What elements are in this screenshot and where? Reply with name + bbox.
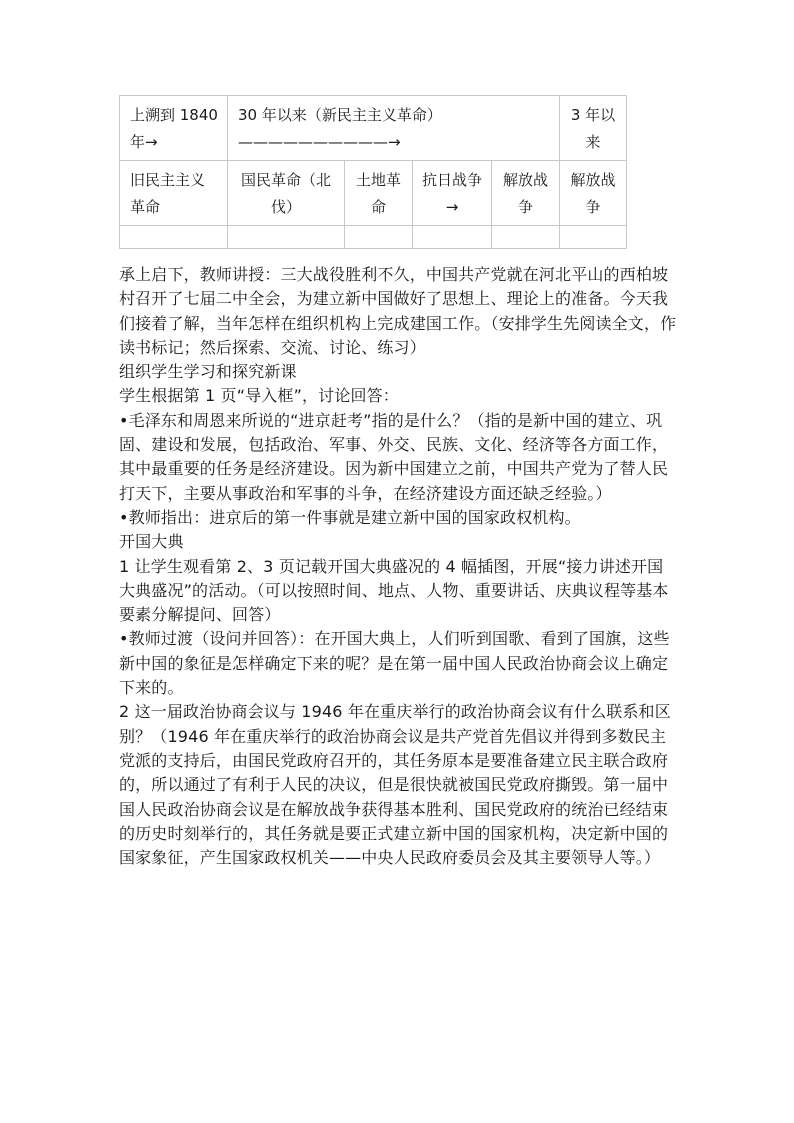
table-cell xyxy=(228,226,345,249)
table-row xyxy=(120,96,627,161)
table-cell: 解放战争 xyxy=(492,161,560,226)
table-cell xyxy=(120,226,228,249)
section-heading: 组织学生学习和探究新课 xyxy=(119,362,297,382)
intro-paragraph: 承上启下，教师讲授：三大战役胜利不久，中国共产党就在河北平山的西柏坡村召开了七届二中全会，为建立新中国做好了思想上、理论上的准备。今天我们接着了解，当年怎样在组织机构上完成建国工作。（安排学生先阅读全文，作读书标记；然后探索、交流、讨论、练习） xyxy=(119,265,677,357)
revolution-timeline-table xyxy=(119,95,627,249)
table-cell xyxy=(560,226,627,249)
numbered-paragraph: 1 让学生观看第 2、3 页记载开国大典盛况的 4 幅插图，开展“接力讲述开国大典盛况”的活动。（可以按照时间、地点、人物、重要讲话、庆典议程等基本要素分解提问、回答） xyxy=(119,556,669,625)
table-cell: 3 年以来 xyxy=(560,96,627,161)
bullet-paragraph: •教师过渡（设问并回答）：在开国大典上，人们听到国歌、看到了国旗，这些新中国的象征是怎样确定下来的呢？是在第一届中国人民政治协商会议上确定下来的。 xyxy=(119,629,670,698)
section-heading: 开国大典 xyxy=(119,532,184,552)
lesson-body xyxy=(119,263,679,870)
table-cell: 抗日战争→ xyxy=(413,161,492,226)
table-cell: 旧民主主义革命 xyxy=(120,161,228,226)
table-row xyxy=(120,161,627,226)
bullet-paragraph: •毛泽东和周恩来所说的“进京赶考”指的是什么？（指的是新中国的建立、巩固、建设和发展，包括政治、军事、外交、民族、文化、经济等各方面工作，其中最重要的任务是经济建设。因为新中国建立之前，中国共产党为了替人民打天下，主要从事政治和军事的斗争，在经济建设方面还缺乏经验。） xyxy=(119,410,669,503)
table-cell xyxy=(413,226,492,249)
numbered-paragraph: 2 这一届政治协商会议与 1946 年在重庆举行的政治协商会议有什么联系和区别？（1946 年在重庆举行的政治协商会议是共产党首先倡议并得到多数民主党派的支持后，由国民党政府召开的，其任务原本是要准备建立民主联合政府的，所以通过了有利于人民的决议，但是很快就被国民党政府撕毁。第一届中国人民政治协商会议是在解放战争获得基本胜利、国民党政府的统治已经结束的历史时刻举行的，其任务就是要正式建立新中国的国家机构，决定新中国的国家象征，产生国家政权机关——中央人民政府委员会及其主要领导人等。） xyxy=(119,702,671,868)
paragraph: 学生根据第 1 页“导入框”，讨论回答： xyxy=(119,386,399,406)
table-cell: 解放战争 xyxy=(560,161,627,226)
table-cell xyxy=(345,226,413,249)
table-cell: 土地革命 xyxy=(345,161,413,226)
table-cell xyxy=(492,226,560,249)
bullet-paragraph: •教师指出：进京后的第一件事就是建立新中国的国家政权机构。 xyxy=(119,507,581,527)
table-cell: 上溯到 1840 年→ xyxy=(120,96,228,161)
table-cell: 国民革命（北伐） xyxy=(228,161,345,226)
table-row xyxy=(120,226,627,249)
table-cell: 30 年以来（新民主主义革命）——————————→ xyxy=(228,96,560,161)
